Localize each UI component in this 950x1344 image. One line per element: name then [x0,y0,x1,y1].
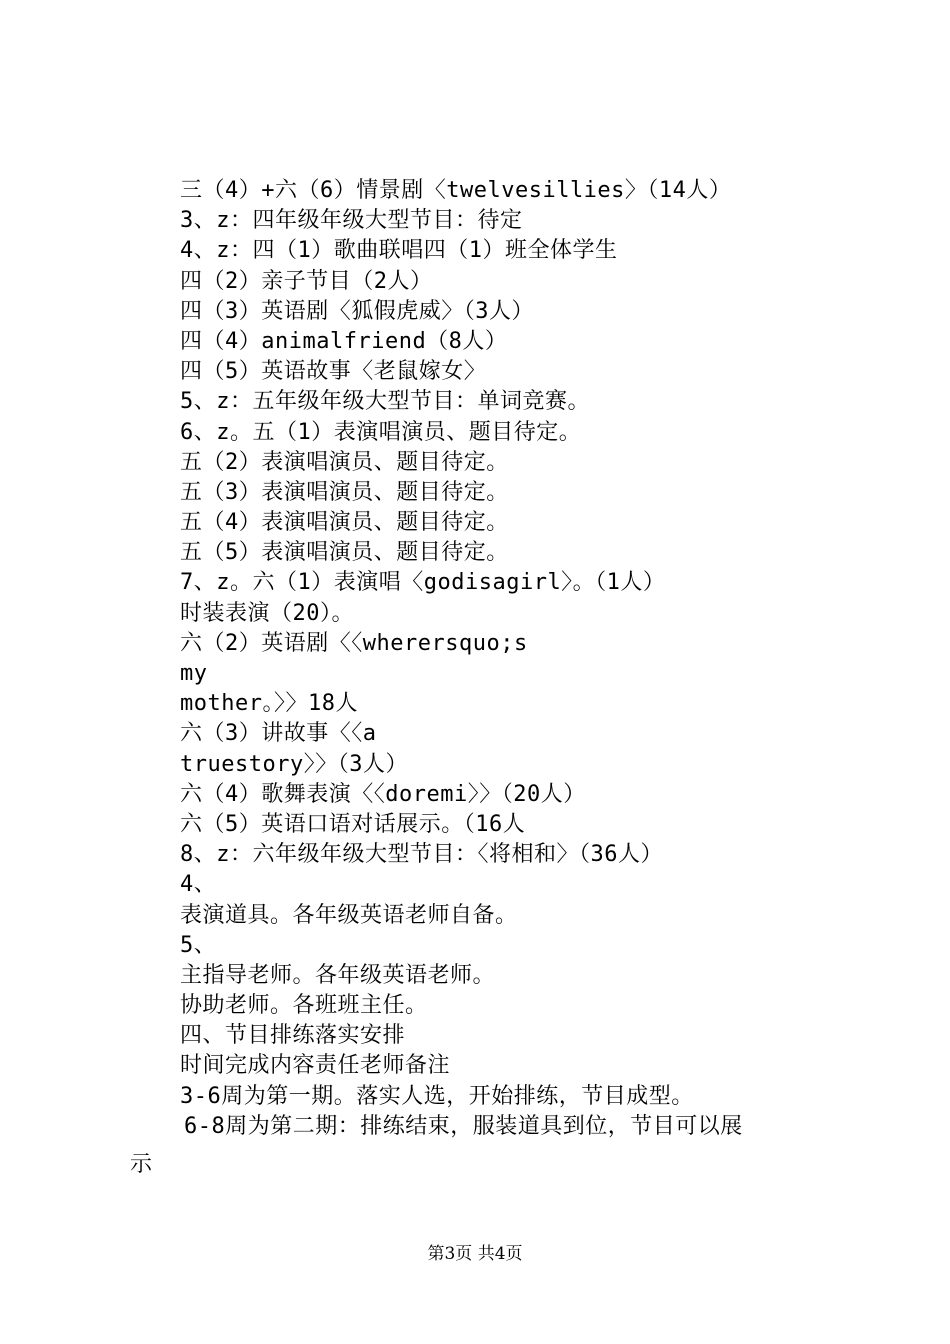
text-line: 4、z：四（1）歌曲联唱四（1）班全体学生 [180,238,618,264]
text-line: 5、 [180,932,217,958]
text-line: 五（5）表演唱演员、题目待定。 [180,540,509,566]
text-line: 3、z：四年级年级大型节目：待定 [180,208,523,234]
text-line: my [180,661,208,686]
text-line: 四（5）英语故事〈老鼠嫁女〉 [180,359,487,385]
text-line: 六（5）英语口语对话展示。（16人 [180,811,526,837]
text-line: 时装表演（20）。 [180,600,354,626]
text-line: 三（4）+六（6）情景剧〈twelvesillies〉（14人） [180,178,732,203]
text-line: 四（4）animalfriend（8人） [180,328,508,354]
text-line: 协助老师。各班班主任。 [180,993,428,1019]
text-line: 8、z：六年级年级大型节目：〈将相和〉（36人） [180,842,663,868]
text-line: 六（3）讲故事〈〈a [180,721,377,747]
text-line: 六（2）英语剧〈〈wherersquo;s [180,630,528,656]
wrapped-text-tail: 示 [130,1152,153,1177]
text-line: 五（3）表演唱演员、题目待定。 [180,479,509,505]
text-line: 4、 [180,872,217,898]
text-line: truestory〉〉（3人） [180,751,408,777]
page-number-footer: 第3页 共4页 [427,1244,523,1264]
text-line: 六（4）歌舞表演〈〈doremi〉〉（20人） [180,781,586,807]
text-line: 五（2）表演唱演员、题目待定。 [180,449,509,475]
text-line: 7、z。六（1）表演唱〈godisagirl〉。（1人） [180,570,666,596]
text-line: 表演道具。各年级英语老师自备。 [180,902,518,928]
text-line: 四（2）亲子节目（2人） [180,268,433,294]
text-line: 五（4）表演唱演员、题目待定。 [180,510,509,536]
text-line: 主指导老师。各年级英语老师。 [180,962,496,988]
text-line: 5、z：五年级年级大型节目：单词竞赛。 [180,389,590,415]
section-heading: 四、节目排练落实安排 [180,1023,406,1049]
text-line: 6、z。五（1）表演唱演员、题目待定。 [180,419,582,445]
text-line: mother。〉〉18人 [180,691,358,717]
text-line: 6-8周为第二期：排练结束，服装道具到位，节目可以展 [184,1113,743,1139]
text-line: 四（3）英语剧〈狐假虎威〉（3人） [180,298,534,324]
text-line: 3-6周为第一期。落实人选，开始排练，节目成型。 [180,1083,694,1109]
document-body [180,176,880,1142]
table-header-text: 时间完成内容责任老师备注 [180,1053,451,1079]
